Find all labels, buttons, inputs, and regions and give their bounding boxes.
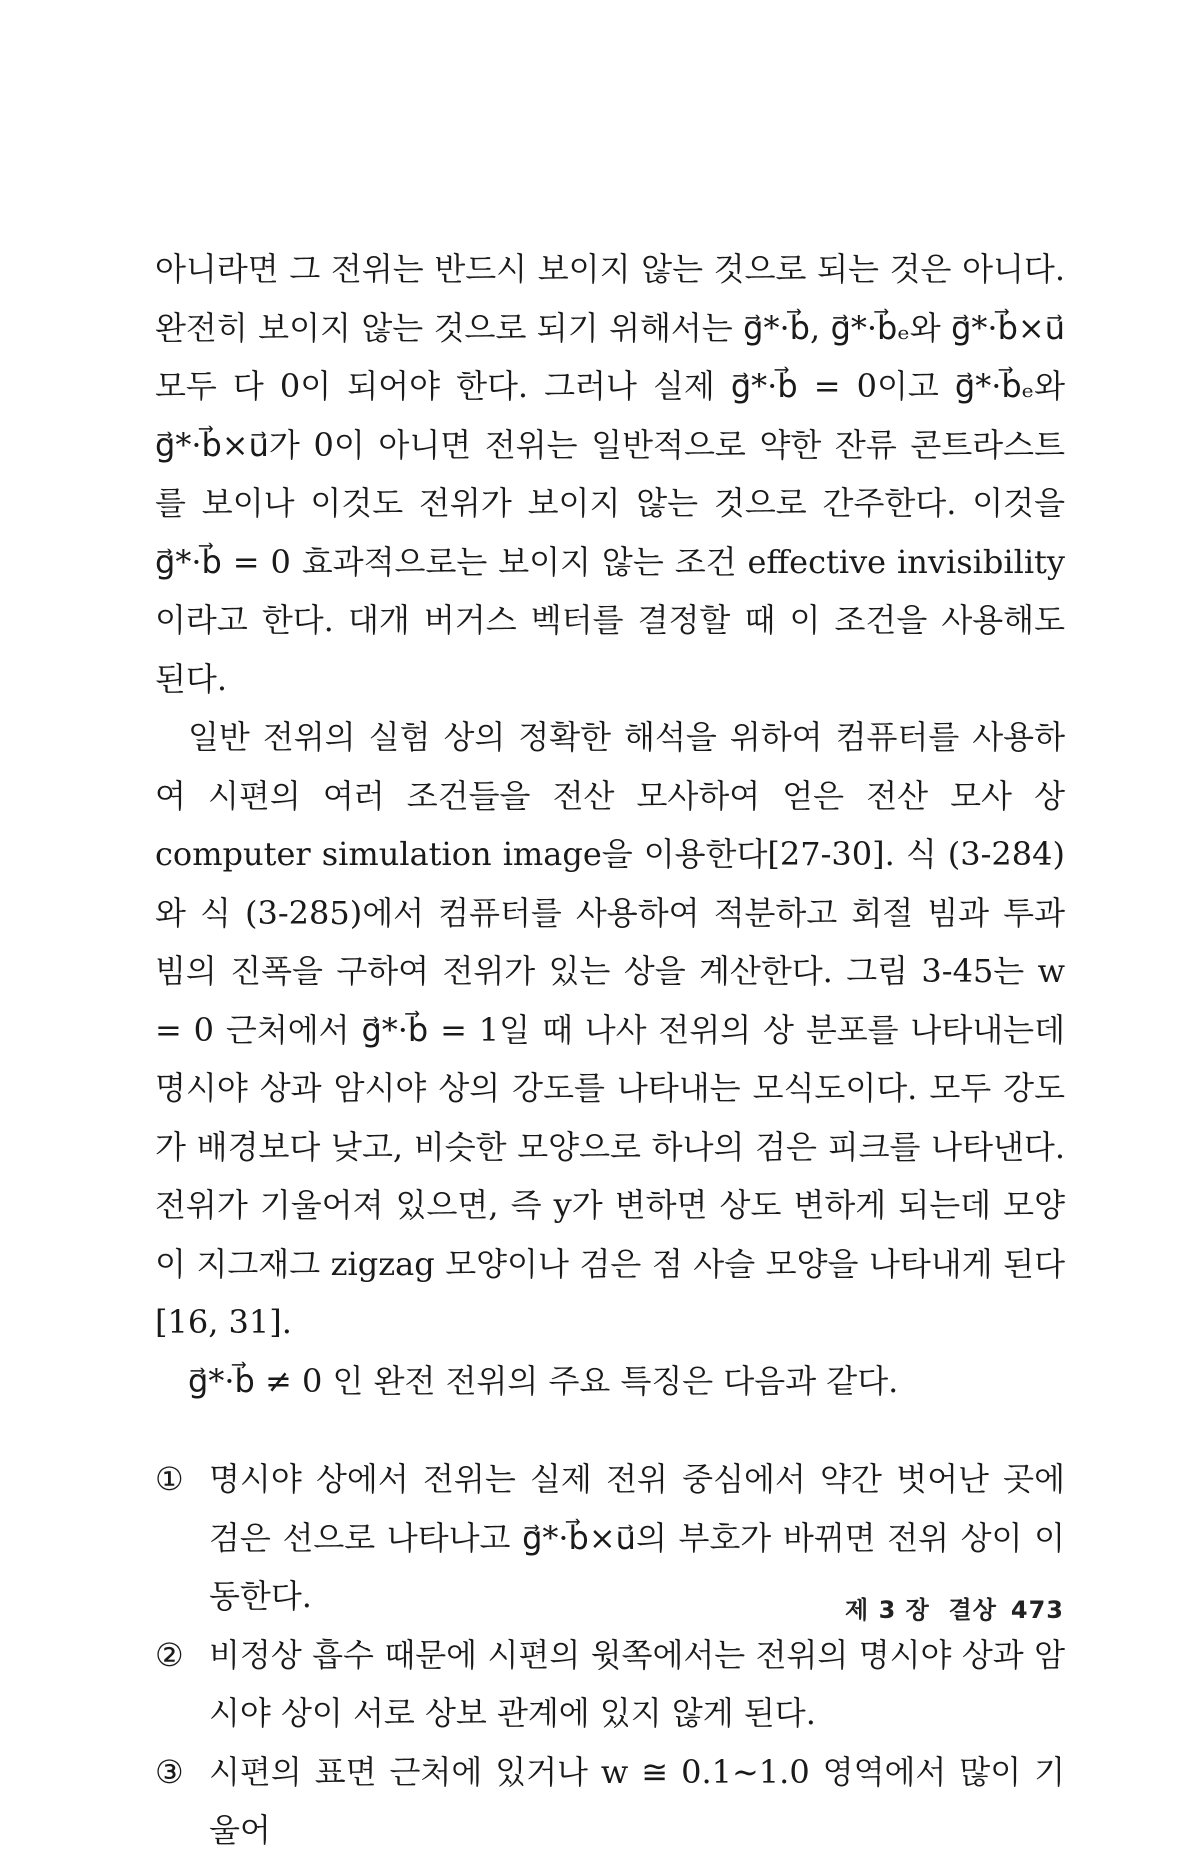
list-item-number: ①	[155, 1460, 184, 1498]
paragraph-1: 아니라면 그 전위는 반드시 보이지 않는 것으로 되는 것은 아니다. 완전히 보이지 않는 것으로 되기 위해서는 g⃗*·b⃗, g⃗*·b⃗ₑ와 g⃗*·b⃗×u⃗ 모두 다 0이 되어야 한다. 그러나 실제 g⃗*·b⃗ = 0이고 g⃗*·b⃗ₑ와 g⃗*·b⃗×u⃗가 0이 아니면 전위는 일반적으로 약한 잔류 콘트라스트를 보이나 이것도 전위가 보이지 않는 것으로 간주한다. 이것을 g⃗*·b⃗ = 0 효과적으로는 보이지 않는 조건 effective invisibility이라고 한다. 대개 버거스 벡터를 결정할 때 이 조건을 사용해도 된다.	[155, 250, 1065, 698]
list-item-number: ③	[155, 1752, 184, 1791]
list-item-text: 시편의 표면 근처에 있거나 w ≅ 0.1∼1.0 영역에서 많이 기울어	[209, 1752, 1065, 1849]
paragraph-3: g⃗*·b⃗ ≠ 0 인 완전 전위의 주요 특징은 다음과 같다.	[188, 1361, 899, 1400]
list-item-number: ②	[155, 1635, 184, 1674]
feature-list	[155, 1450, 1065, 1860]
list-item-text: 명시야 상에서 전위는 실제 전위 중심에서 약간 벗어난 곳에 검은 선으로 나타나고 g⃗*·b⃗×u⃗의 부호가 바뀌면 전위 상이 이동한다.	[209, 1460, 1065, 1615]
list-item	[155, 1743, 1065, 1860]
page-footer	[845, 1590, 1064, 1625]
paragraph-2: 일반 전위의 실험 상의 정확한 해석을 위하여 컴퓨터를 사용하여 시편의 여러 조건들을 전산 모사하여 얻은 전산 모사 상 computer simulation image을 이용한다[27-30]. 식 (3-284)와 식 (3-285)에서 컴퓨터를 사용하여 적분하고 회절 빔과 투과 빔의 진폭을 구하여 전위가 있는 상을 계산한다. 그림 3-45는 w = 0 근처에서 g⃗*·b⃗ = 1일 때 나사 전위의 상 분포를 나타내는데 명시야 상과 암시야 상의 강도를 나타내는 모식도이다. 모두 강도가 배경보다 낮고, 비슷한 모양으로 하나의 검은 피크를 나타낸다. 전위가 기울어져 있으면, 즉 y가 변하면 상도 변하게 되는데 모양이 지그재그 zigzag 모양이나 검은 점 사슬 모양을 나타내게 된다[16, 31].	[155, 718, 1065, 1341]
list-item-text: 비정상 흡수 때문에 시편의 윗쪽에서는 전위의 명시야 상과 암시야 상이 서로 상보 관계에 있지 않게 된다.	[209, 1635, 1065, 1732]
page-number: 473	[1010, 1596, 1064, 1624]
chapter-label: 제 3 장 결상	[845, 1596, 997, 1624]
list-item	[155, 1626, 1065, 1743]
